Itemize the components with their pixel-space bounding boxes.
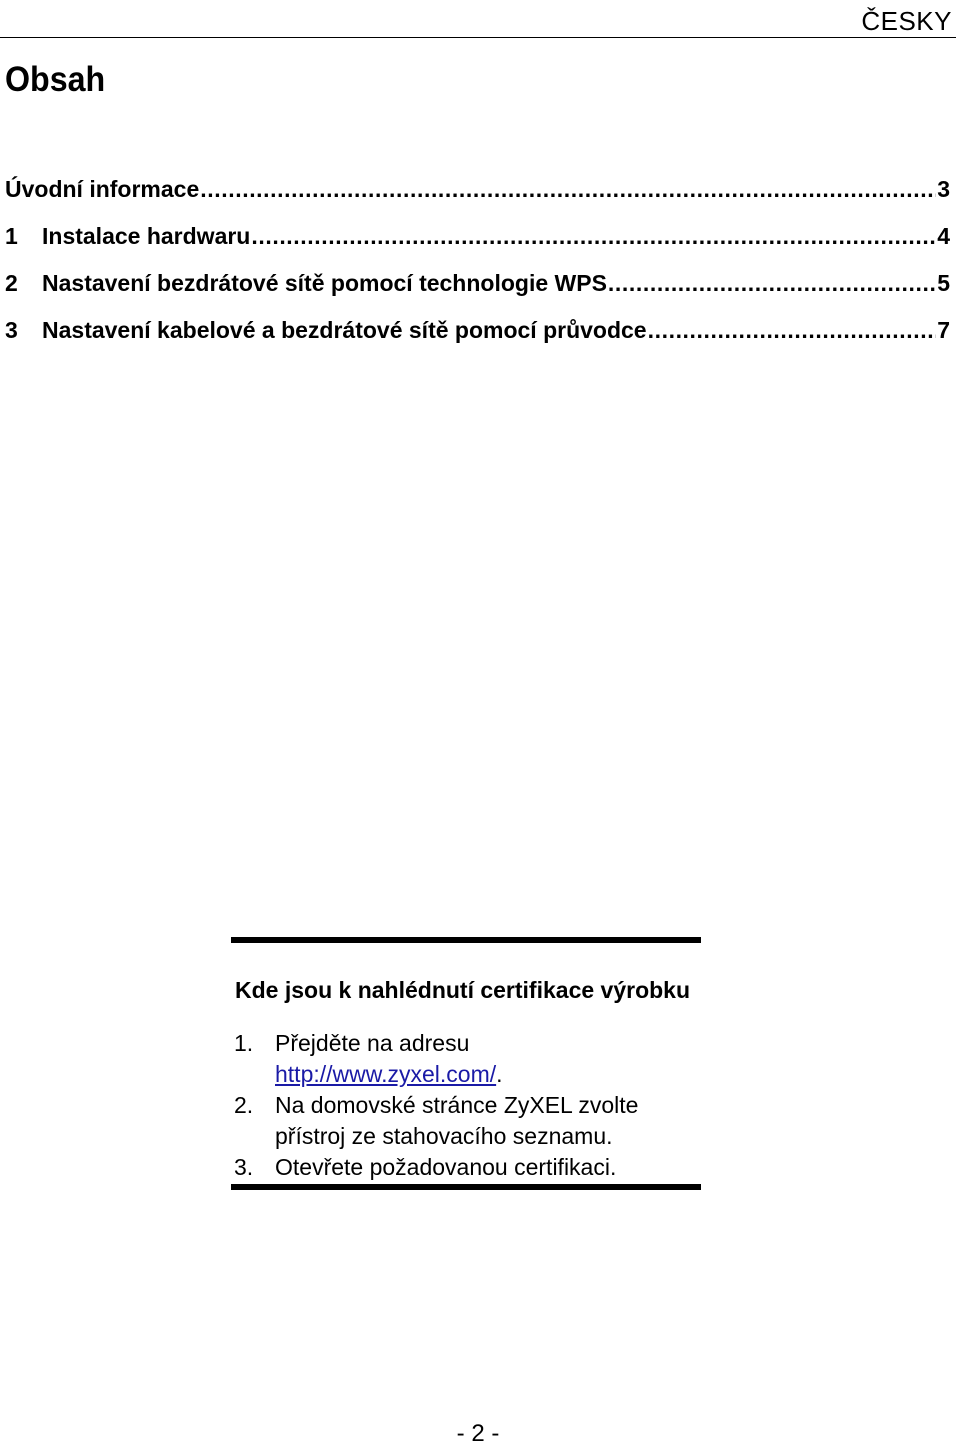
toc-entry-page: 4 <box>937 223 950 249</box>
toc-entry-page: 3 <box>937 176 950 202</box>
toc-entry-wizard[interactable] <box>5 317 950 364</box>
toc-entry-page: 7 <box>937 317 950 343</box>
toc-entry-number: 2 <box>5 270 18 296</box>
toc-leader-dots <box>251 223 936 250</box>
table-of-contents <box>5 176 950 364</box>
box-top-rule <box>231 937 701 943</box>
toc-entry-hardware[interactable] <box>5 223 950 270</box>
header-language: ČESKY <box>861 6 952 36</box>
toc-leader-dots <box>608 270 936 297</box>
toc-entry-title: Nastavení kabelové a bezdrátové sítě pomocí průvodce <box>42 317 647 343</box>
toc-entry-title: Úvodní informace <box>5 176 200 202</box>
toc-leader-dots <box>200 176 936 203</box>
certification-steps <box>231 1028 701 1183</box>
step-text <box>275 1028 701 1090</box>
zyxel-website-link[interactable]: http://www.zyxel.com/ <box>275 1061 497 1087</box>
step-text: Na domovské stránce ZyXEL zvolte přístroj ze stahovacího seznamu. <box>275 1092 639 1149</box>
step-text-after: . <box>496 1061 503 1087</box>
toc-leader-dots <box>648 317 937 344</box>
step-number: 1. <box>234 1030 254 1056</box>
step-item <box>231 1090 701 1152</box>
toc-entry-page: 5 <box>937 270 950 296</box>
header-rule <box>0 37 956 38</box>
page-title: Obsah <box>5 60 106 99</box>
toc-entry-number: 1 <box>5 223 18 249</box>
step-text-before: Přejděte na adresu <box>275 1030 470 1056</box>
toc-entry-number: 3 <box>5 317 18 343</box>
toc-entry-intro[interactable] <box>5 176 950 223</box>
step-item <box>231 1028 701 1090</box>
box-bottom-rule <box>231 1184 701 1190</box>
step-number: 3. <box>234 1154 254 1180</box>
page-number: - 2 - <box>456 1420 500 1447</box>
step-item <box>231 1152 701 1183</box>
certification-heading: Kde jsou k nahlédnutí certifikace výrobku <box>235 977 691 1003</box>
toc-entry-title: Instalace hardwaru <box>42 223 251 249</box>
toc-entry-title: Nastavení bezdrátové sítě pomocí technologie WPS <box>42 270 607 296</box>
step-text: Otevřete požadovanou certifikaci. <box>275 1154 617 1180</box>
certification-box <box>231 937 701 1183</box>
step-number: 2. <box>234 1092 254 1118</box>
toc-entry-wps[interactable] <box>5 270 950 317</box>
